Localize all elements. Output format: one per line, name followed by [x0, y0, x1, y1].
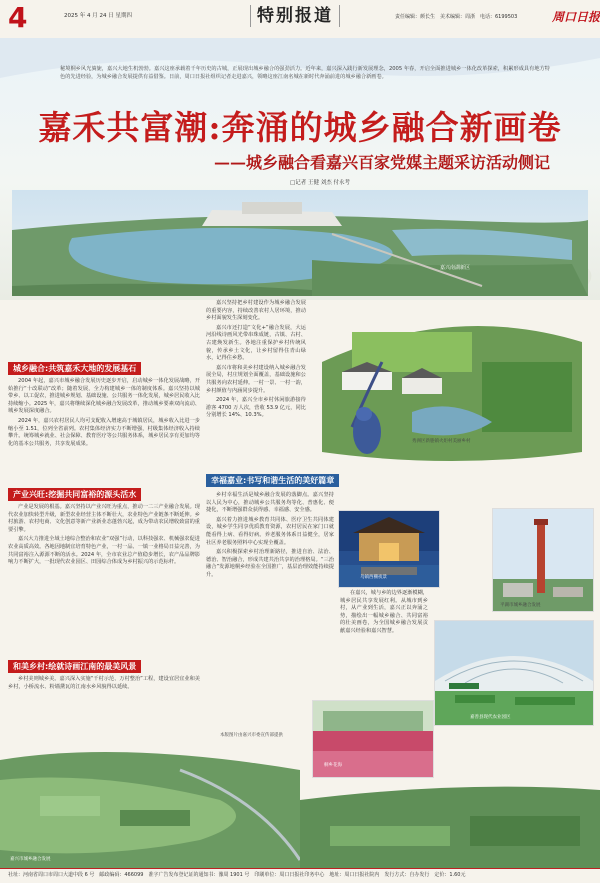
ancient-town-photo	[338, 510, 440, 588]
body-paragraph: 乡村幸福生活是城乡融合发展的落脚点。嘉兴坚持以人民为中心，推动城乡公共服务均等化、普惠化、便捷化，不断增强群众获得感、幸福感、安全感。	[206, 492, 334, 514]
subheadline: ——城乡融合看嘉兴百家党媒主题采访活动侧记	[213, 153, 550, 172]
column-one-part-a	[8, 378, 200, 450]
lead-intro: 秘境桐乡风光旖旎，嘉兴大地生机勃勃。嘉兴这座承载着千年历史的古城，正展现出城乡融合的强劲活力。近年来，嘉兴深入践行新发展理念，2005 年春，开启全面推进城乡一体化改革探索，积累形成具有地方特色的先进经验，为城乡融合发展提供有益借鉴。日前，周口日报社组织记者走进嘉兴，领略这座江南名城在新时代奔涌前进的城乡融合新画卷。	[60, 66, 550, 80]
column-three-text	[340, 590, 428, 638]
page-footer: 社址：河南省周口市周口大道中段 6 号 邮政编码：466099 准字广告发布登记证的通知书：豫周 1901 号 印刷单位：周口日报社印务中心 地址：周口日报社院内 发行方式：自办发行 定价：1.60元	[0, 868, 600, 883]
body-paragraph: 在嘉兴，城与乡的边界逐渐模糊，城乡居民共享发展红利。从城市到乡村，从产业到生活，嘉兴正以奔涌之势，描绘出一幅城乡融合、共同富裕的壮美画卷，为全国城乡融合发展贡献嘉兴经验和嘉兴智慧。	[340, 590, 428, 634]
bottom-photo-caption: 嘉兴市城乡融合发展	[10, 857, 51, 862]
aerial-photo	[12, 190, 588, 296]
body-paragraph: 2004 年起，嘉兴市城乡融合发展历史逐步开启，启动城乡一体化发展战略，开始推行“十改联动”改革；随着发展，全力构建城乡一体的制度体系。嘉兴坚持以城带乡、以工促农，推进城乡规划、基础设施、公共服务一体化发展，城乡居民收入比持续缩小。2025 年，嘉兴将继续深化城乡融合发展改革，推动城乡要素双向流动、城乡发展深度融合。	[8, 378, 200, 415]
body-paragraph: 嘉兴市将和美乡村建设纳入城乡融合发展全局，村庄规划全面覆盖，基础设施和公共服务向农村延伸。一村一景、一村一韵，乡村颜值与内涵同步提升。	[206, 364, 306, 394]
body-paragraph: 2024 年，嘉兴全市乡村休闲旅游接待游客 4700 万人次，营收 53.9 亿元，同比分别增长 14%、10.3%。	[206, 397, 306, 419]
section-heading-happiness: 幸福嘉业:书写和谐生活的美好篇章	[206, 474, 339, 487]
section-heading-village: 和美乡村:绘就诗画江南的最美风景	[8, 660, 141, 673]
lead-banner	[0, 38, 600, 300]
flowers-caption: 桐乡花海	[324, 763, 342, 768]
village-photo	[312, 302, 592, 470]
tower-photo	[492, 508, 594, 612]
editor-credits: 责任编辑：颜长生 美术编辑：周浙 电话：6199503	[395, 14, 518, 20]
newspaper-logo: 周口日报	[552, 10, 600, 24]
body-paragraph: 嘉兴坚持把乡村建设作为城乡融合发展的重要内容，持续改善农村人居环境，推动乡村面貌发生深刻变化。	[206, 300, 306, 322]
column-two-part-a	[206, 300, 306, 422]
body-paragraph: 嘉兴大力推进全域土地综合整治和农业“双强”行动，以科技强农、机械强农促进农业高质高效。各地因地制宜培育特色产业，一村一品、一镇一业格局日益完善，为共同富裕注入源源不断的活水。2024 年，全市农业总产值稳步增长，农产品品牌影响力不断扩大，一批现代农业园区、田园综合体成为乡村振兴的示范标杆。	[8, 536, 200, 566]
body-paragraph: 嘉兴着力推进城乡教育共同体、医疗卫生共同体建设，城乡学生同享优质教育资源，农村居民在家门口就能看得上病、看得好病。养老服务体系日益健全，居家社区养老服务照料中心实现全覆盖。	[206, 516, 334, 546]
body-paragraph: 产业是发展的根基。嘉兴坚持以产业兴旺为重点，推动一二三产业融合发展。现代农业加快转型升级，新型农业经营主体不断壮大，农业特色产业链条不断延伸。乡村旅游、农村电商、文化创意等新产业新业态蓬勃兴起，成为带动农民增收致富的重要引擎。	[8, 504, 200, 533]
body-paragraph: 乡村美则城乡美。嘉兴深入实施“千村示范、万村整治”工程，建设宜居宜业和美乡村，小桥流水、粉墙黛瓦的江南水乡风貌得以延续。	[8, 676, 200, 690]
body-paragraph: 2024 年，嘉兴农村居民人均可支配收入增速高于城镇居民，城乡收入比进一步缩小至 1.51，位列全省前列。农村集体经济实力不断增强，村级集体经济收入持续攀升。统筹城乡就业、社会保障、教育医疗等公共服务体系，城乡居民享有更加均等化的基本公共服务，共享发展成果。	[8, 417, 200, 447]
byline: □记者 王健 刘杰 付永考	[290, 180, 350, 186]
photo-credit: 本版图片由嘉兴市委宣传部提供	[220, 733, 283, 738]
section-heading-integration: 城乡融合:共筑嘉禾大地的发展基石	[8, 362, 141, 375]
column-one-part-c	[8, 676, 200, 693]
aerial-caption: 嘉兴南湖新区	[440, 265, 471, 271]
headline: 嘉禾共富潮:奔涌的城乡融合新画卷	[38, 108, 562, 147]
tower-caption: 平湖市城乡融合发展	[500, 603, 541, 608]
issue-date: 2025 年 4 月 24 日 星期四	[64, 13, 132, 19]
column-one-part-b	[8, 504, 200, 569]
page-header	[0, 0, 600, 39]
section-title: 特别报道	[250, 5, 340, 27]
greenhouse-photo	[434, 620, 594, 726]
bottom-landscape-photo	[0, 740, 600, 868]
body-paragraph: 嘉兴市还打造“文化+”融合发展，大运河沿线诗画风光带串珠成链，古镇、古村、古建焕发新生。各地注重保护乡村传统风貌，传承乡土文化，让乡村留得住青山绿水，记得住乡愁。	[206, 324, 306, 362]
greenhouse-caption: 嘉善县现代农业园区	[470, 715, 511, 720]
column-two-part-b	[206, 492, 334, 582]
ancient-town-caption: 乌镇西栅夜景	[360, 575, 387, 580]
body-paragraph: 嘉兴积极探索乡村治理新路径，推进自治、法治、德治、智治融合，形成共建共治共享的治理格局。“三治融合”发源地桐乡经验在全国推广，基层治理效能持续提升。	[206, 549, 334, 578]
page-number: 4	[8, 1, 28, 34]
section-heading-industry: 产业兴旺:挖掘共同富裕的源头活水	[8, 488, 141, 501]
village-photo-caption: 秀洲区新塍镇火炬村美丽乡村	[412, 439, 471, 444]
